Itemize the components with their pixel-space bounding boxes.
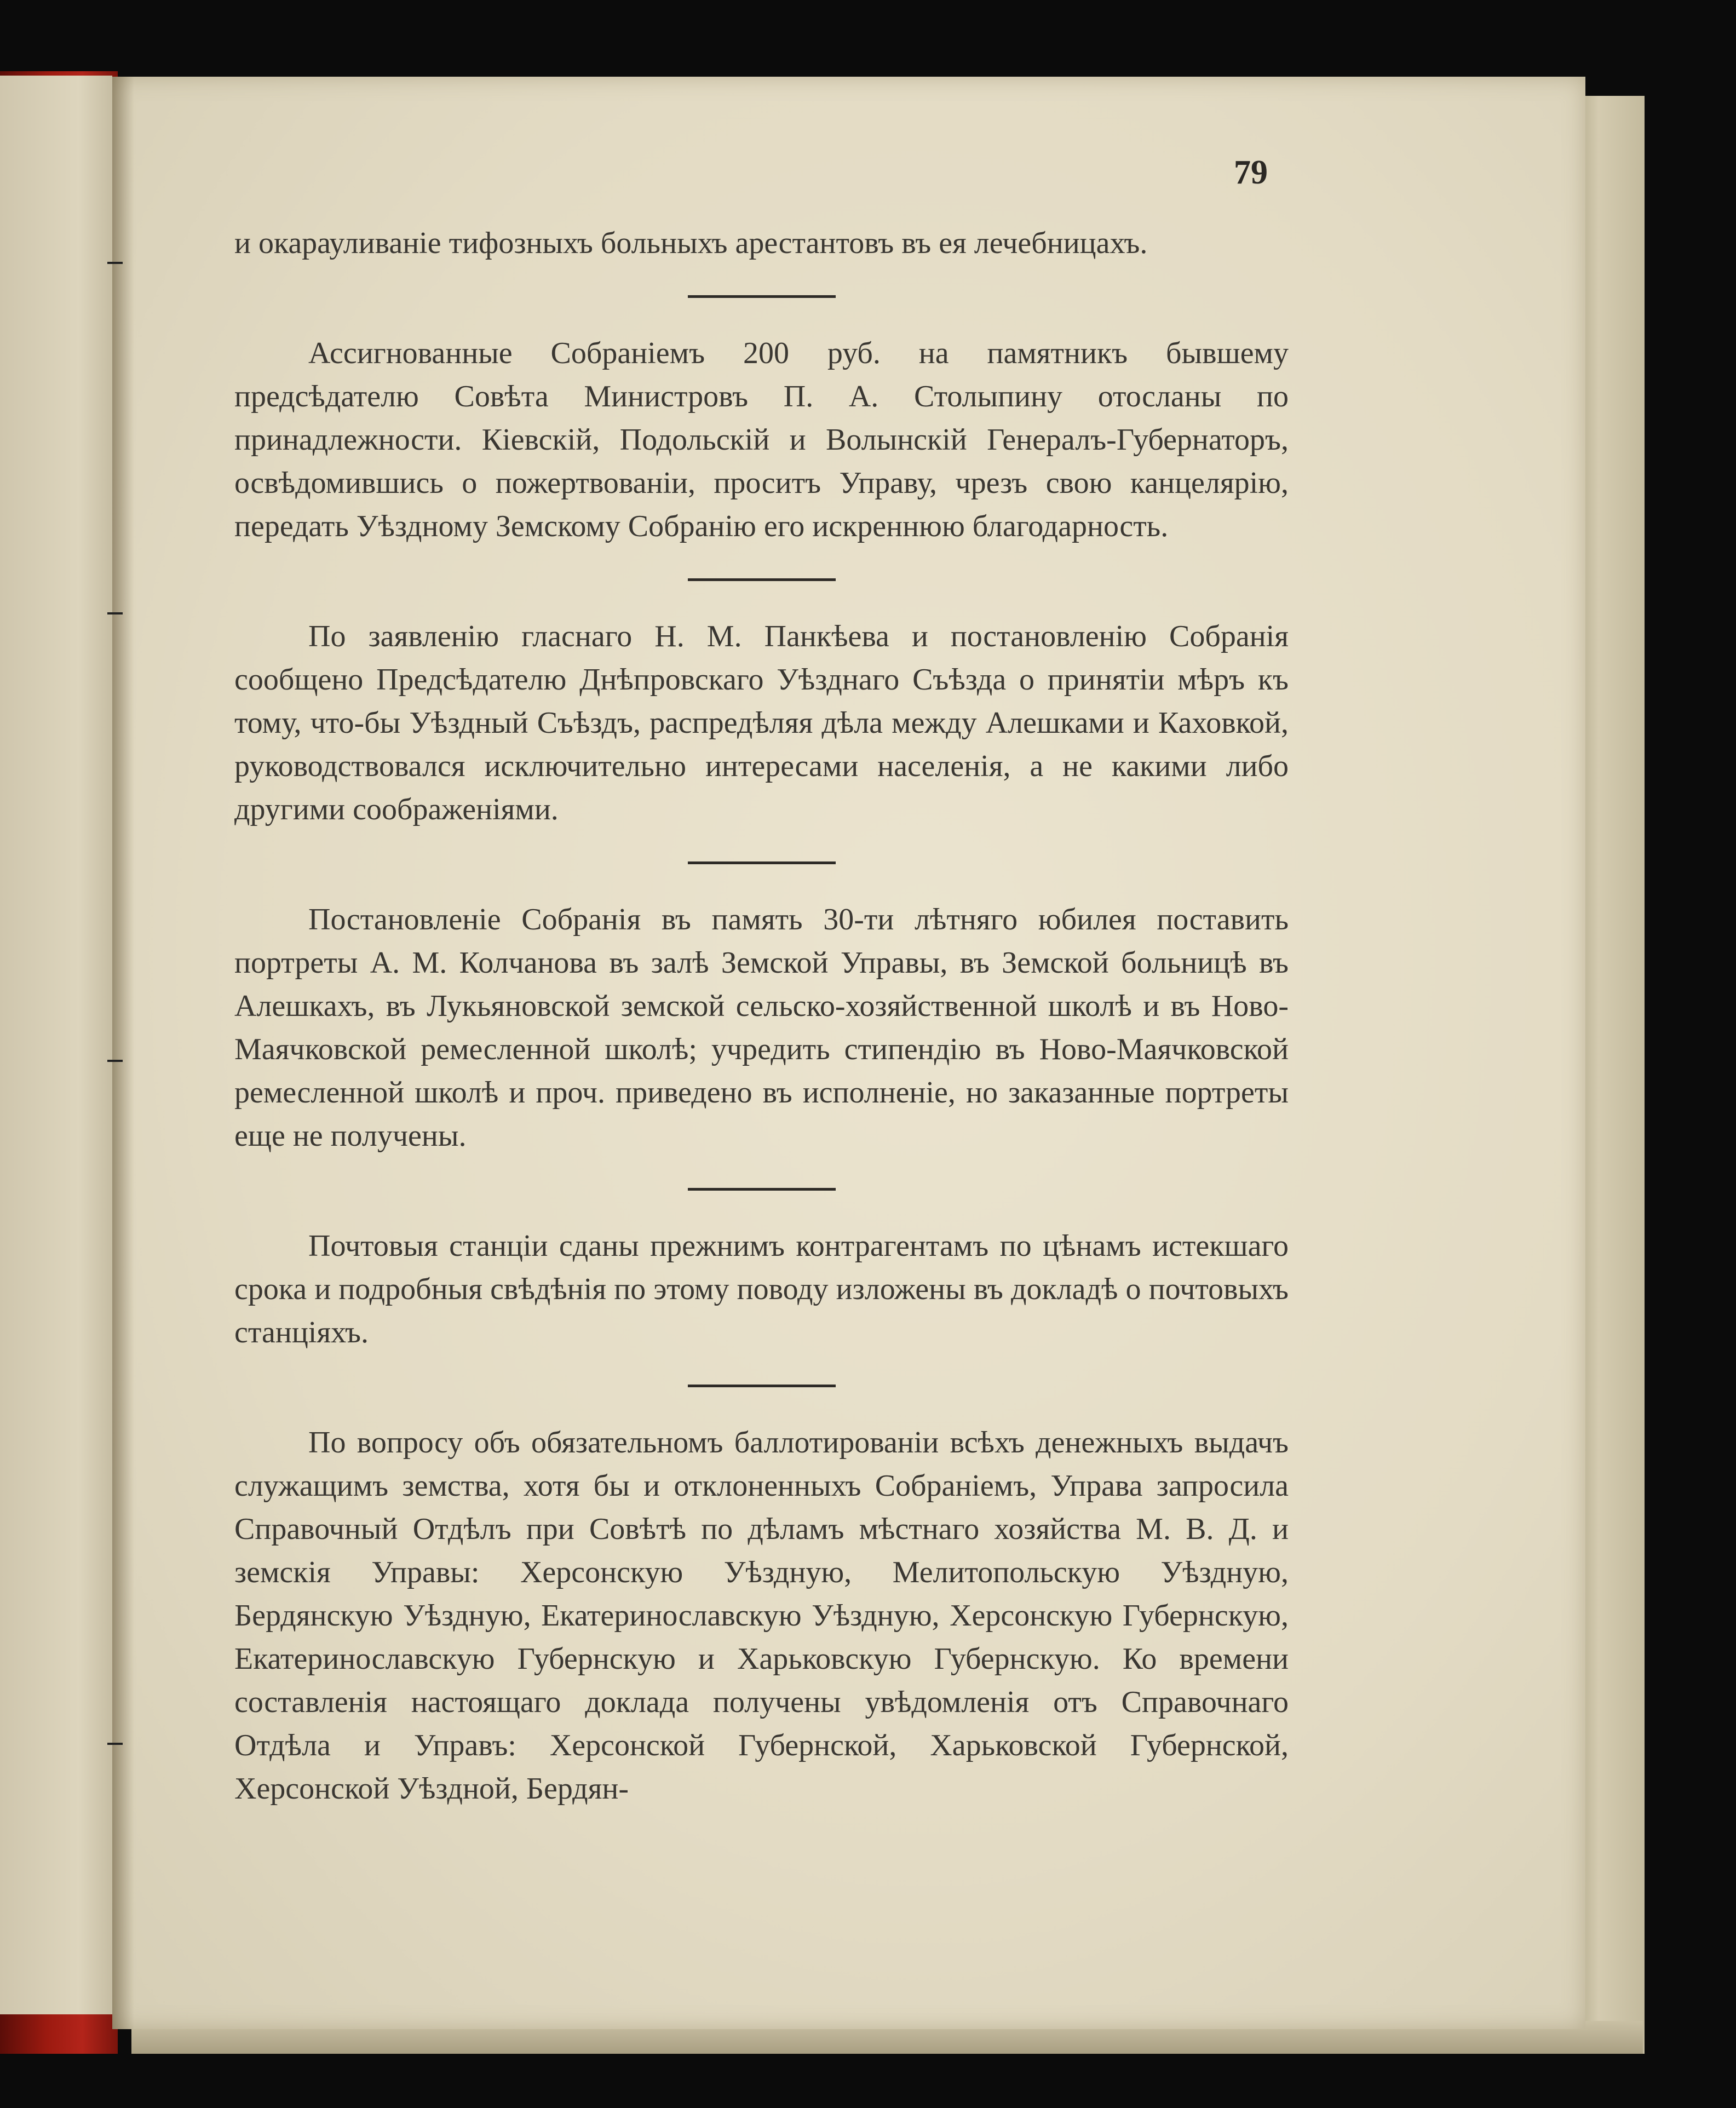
margin-mark bbox=[107, 262, 123, 264]
margin-mark bbox=[107, 1743, 123, 1745]
margin-mark bbox=[107, 1060, 123, 1062]
section-divider bbox=[688, 295, 836, 298]
paragraph: Постановленіе Собранія въ память 30-ти лѣтняго юбилея поставить портреты А. М. Колчанова въ залѣ Земской Управы, въ Земской больницѣ въ Алешкахъ, въ Лукьяновской земской сельско-хозяйственной школѣ и въ Ново-Маячковской ремесленной школѣ; учредить стипендію въ Ново-Маячковской ремесленной школѣ и проч. приведено въ исполненіе, но заказанные портреты еще не получены. bbox=[234, 903, 1289, 1153]
paragraph: По заявленію гласнаго Н. М. Панкѣева и постановленію Собранія сообщено Предсѣдателю Днѣпровскаго Уѣзднаго Съѣзда о принятіи мѣръ къ тому, что-бы Уѣздный Съѣздъ, распредѣляя дѣла между Алешками и Каховкой, руководствовался исключительно интересами населенія, а не какими либо другими соображеніями. bbox=[234, 619, 1289, 826]
paragraph: Ассигнованные Собраніемъ 200 руб. на памятникъ бывшему предсѣдателю Совѣта Министровъ П. А. Столыпину отосланы по принадлежности. Кіевскій, Подольскій и Волынскій Генералъ-Губернаторъ, освѣдомившись о пожертвованіи, проситъ Управу, чрезъ свою канцелярію, передать Уѣздному Земскому Собранію его искреннюю благодарность. bbox=[234, 336, 1289, 543]
paragraph: и окарауливаніе тифозныхъ больныхъ арестантовъ въ ея лечебницахъ. bbox=[234, 226, 1148, 260]
page-stack-edge bbox=[1577, 96, 1645, 2054]
previous-page-edge bbox=[0, 76, 112, 2014]
section-divider bbox=[688, 1385, 836, 1387]
section-divider bbox=[688, 1188, 836, 1191]
paragraph: По вопросу объ обязательномъ баллотированіи всѣхъ денежныхъ выдачъ служащимъ земства, хотя бы и отклоненныхъ Собраніемъ, Управа запросила Справочный Отдѣлъ при Совѣтѣ по дѣламъ мѣстнаго хозяйства М. В. Д. и земскія Управы: Херсонскую Уѣздную, Мелитопольскую Уѣздную, Бердянскую Уѣздную, Екатеринославскую Уѣздную, Херсонскую Губернскую, Екатеринославскую Губернскую и Харьковскую Губернскую. Ко времени составленія настоящаго доклада получены увѣдомленія отъ Справочнаго Отдѣла и Управъ: Херсонской Губернской, Харьковской Губернской, Херсонской Уѣздной, Бердян- bbox=[234, 1426, 1289, 1806]
paragraph: Почтовыя станціи сданы прежнимъ контрагентамъ по цѣнамъ истекшаго срока и подробныя свѣдѣнія по этому поводу изложены въ докладѣ о почтовыхъ станціяхъ. bbox=[234, 1229, 1289, 1349]
page-gutter-shadow bbox=[112, 77, 134, 2029]
section-divider bbox=[688, 578, 836, 581]
section-divider bbox=[688, 861, 836, 864]
margin-mark bbox=[107, 612, 123, 614]
page-text bbox=[234, 222, 1289, 1811]
page-number: 79 bbox=[1234, 154, 1268, 191]
